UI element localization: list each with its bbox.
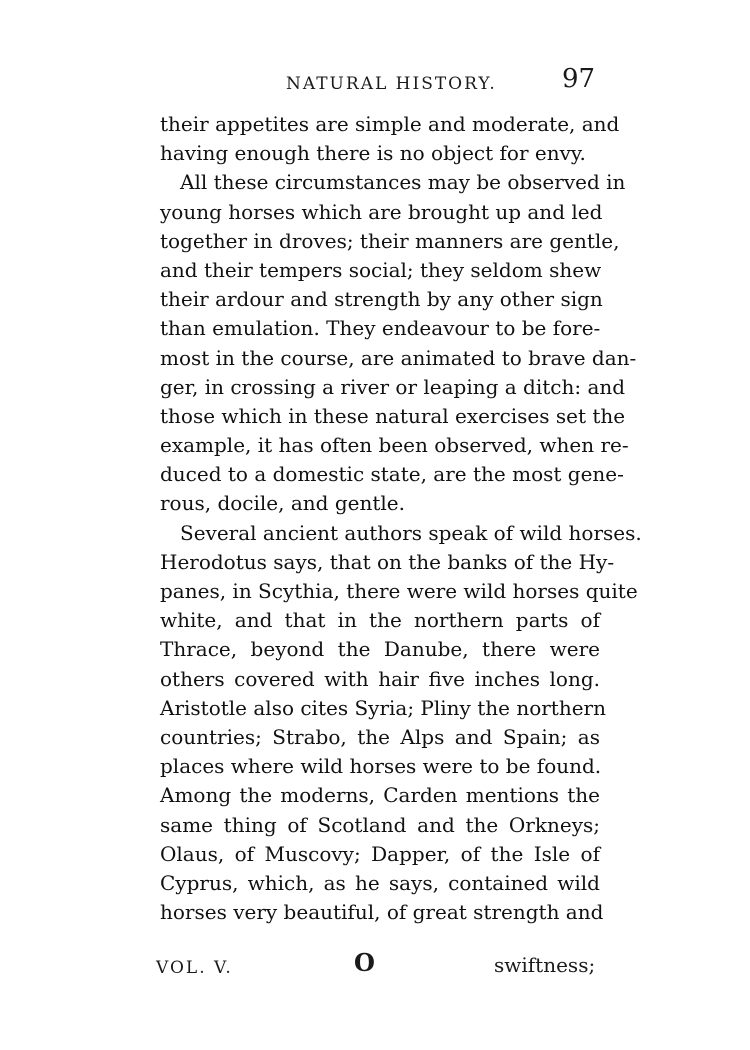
text-line: Olaus, of Muscovy; Dapper, of the Isle of: [160, 841, 600, 866]
text-line: Cyprus, which, as he says, contained wild: [160, 870, 600, 895]
running-title: NATURAL HISTORY.: [286, 74, 497, 94]
volume-marker: VOL. V.: [156, 958, 233, 978]
text-line: example, it has often been observed, when re-: [160, 433, 629, 458]
text-line: Thrace, beyond the Danube, there were: [160, 637, 600, 662]
text-line: Several ancient authors speak of wild horses.: [180, 520, 642, 545]
body-text: [160, 110, 642, 927]
text-line: rous, docile, and gentle.: [160, 491, 405, 516]
text-line: together in droves; their manners are gentle,: [160, 228, 620, 253]
text-line: places where wild horses were to be found.: [160, 754, 602, 779]
text-line: horses very beautiful, of great strength and: [160, 900, 604, 925]
text-line: Aristotle also cites Syria; Pliny the northern: [160, 695, 606, 720]
text-line: those which in these natural exercises set the: [160, 403, 626, 428]
text-line: their ardour and strength by any other sign: [160, 287, 603, 312]
text-line: their appetites are simple and moderate, and: [160, 112, 620, 136]
text-line: ger, in crossing a river or leaping a ditch: and: [160, 374, 626, 399]
signature-mark: O: [354, 948, 375, 977]
text-line: having enough there is no object for envy.: [160, 141, 586, 166]
catchword: swiftness;: [494, 953, 596, 977]
text-line: panes, in Scythia, there were wild horses quite: [160, 579, 638, 603]
text-line: Herodotus says, that on the banks of the Hy-: [160, 549, 615, 574]
text-line: white, and that in the northern parts of: [160, 608, 600, 633]
text-line: Among the moderns, Carden mentions the: [160, 783, 600, 808]
text-line: most in the course, are animated to brave dan-: [160, 345, 637, 370]
text-line: and their tempers social; they seldom shew: [160, 257, 602, 282]
text-line: others covered with hair five inches long.: [160, 666, 600, 691]
text-line: All these circumstances may be observed in: [180, 170, 626, 195]
text-line: duced to a domestic state, are the most gene-: [160, 462, 624, 487]
text-line: young horses which are brought up and led: [160, 199, 603, 224]
text-line: countries; Strabo, the Alps and Spain; as: [160, 724, 600, 749]
text-line: than emulation. They endeavour to be fore-: [160, 316, 601, 341]
text-line: same thing of Scotland and the Orkneys;: [160, 812, 600, 837]
page-number: 97: [562, 64, 596, 94]
